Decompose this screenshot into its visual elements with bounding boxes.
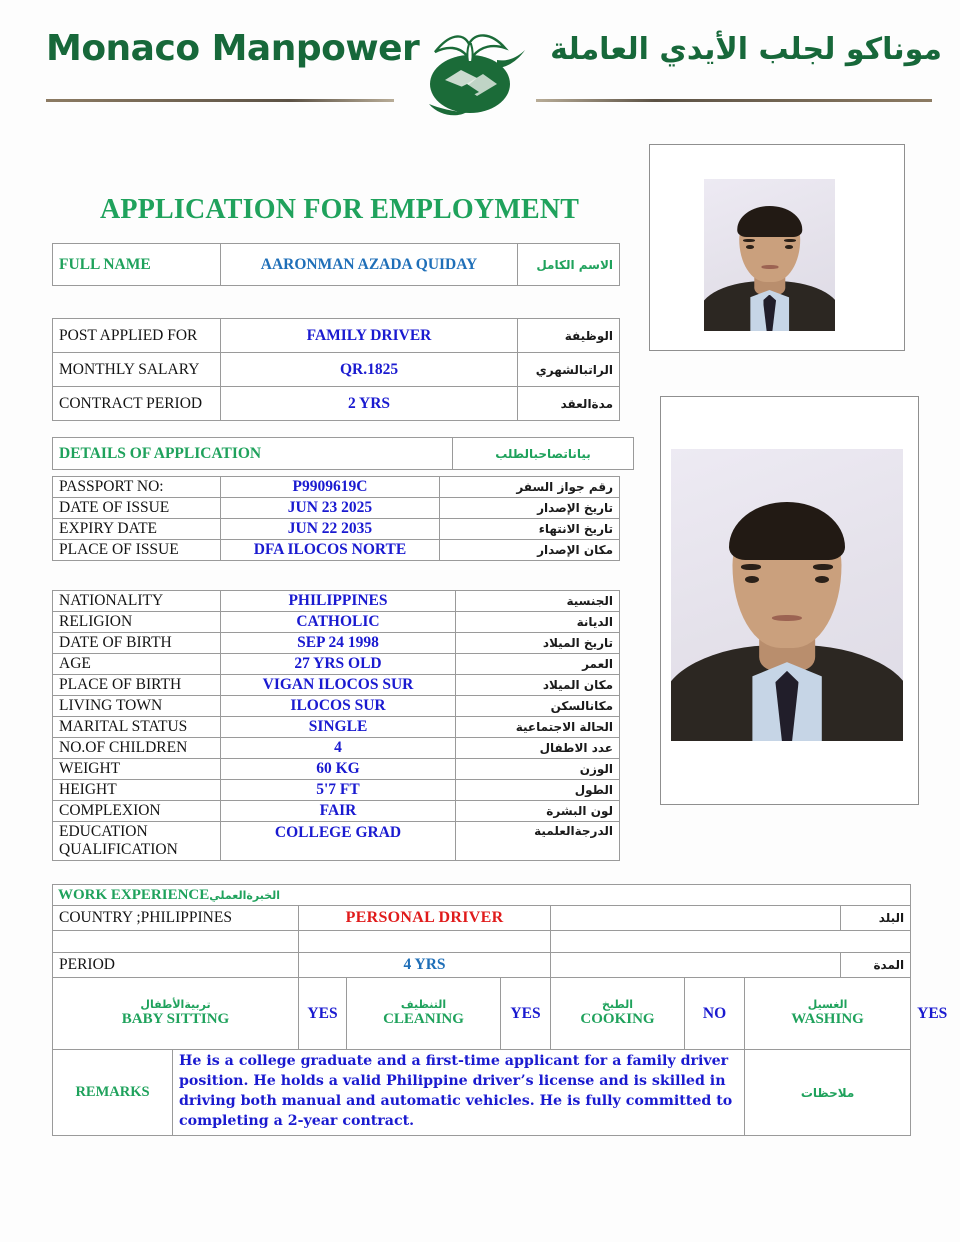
remarks-label: REMARKS: [53, 1050, 173, 1136]
period-label-arabic: المدة: [841, 953, 911, 978]
skill-cleaning-label-arabic: التنظيف: [400, 997, 447, 1011]
skill-cooking-label-arabic: الطبخ: [601, 997, 634, 1011]
passport-details-table: [52, 476, 620, 561]
table-row: [53, 244, 620, 286]
nationality-label: NATIONALITY: [53, 591, 221, 612]
date-of-birth-value: SEP 24 1998: [221, 633, 456, 654]
education-qualification-label: EDUCATION QUALIFICATION: [53, 822, 221, 861]
work-country-label-arabic: البلد: [841, 906, 911, 931]
weight-label: WEIGHT: [53, 759, 221, 780]
remarks-text: He is a college graduate and a first-time applicant for a family driver position. He holds a valid Philippine driver’s license and is skilled in driving both manual and automatic vehicles. He is fully committed to completing a 2-year contract.: [173, 1050, 745, 1136]
skill-cleaning-cell: [347, 978, 501, 1050]
work-experience-table: [52, 884, 948, 1136]
date-of-birth-label-arabic: تاريخ الميلاد: [456, 633, 620, 654]
work-experience-title: WORK EXPERIENCE: [58, 887, 210, 903]
details-of-application-title: DETAILS OF APPLICATION: [53, 438, 453, 470]
contract-period-label-arabic: مدةالعقد: [518, 387, 620, 421]
nationality-value: PHILIPPINES: [221, 591, 456, 612]
work-country-label: COUNTRY ;PHILIPPINES: [53, 906, 299, 931]
post-applied-label: POST APPLIED FOR: [53, 319, 221, 353]
table-row: [53, 477, 620, 498]
personal-details-table: [52, 590, 620, 861]
date-of-issue-label: DATE OF ISSUE: [53, 498, 221, 519]
marital-status-label-arabic: الحالة الاجتماعية: [456, 717, 620, 738]
contract-period-value: 2 YRS: [221, 387, 518, 421]
photo-frame-large: [660, 396, 919, 805]
full-name-value: AARONMAN AZADA QUIDAY: [221, 244, 518, 286]
skill-washing-label-arabic: الغسيل: [807, 997, 848, 1011]
photo-brow-right: [813, 564, 834, 570]
expiry-date-label-arabic: تاريخ الانتهاء: [440, 519, 620, 540]
full-name-label-arabic: الاسم الكامل: [518, 244, 620, 286]
table-row: [53, 654, 620, 675]
weight-label-arabic: الوزن: [456, 759, 620, 780]
education-qualification-label-arabic: الدرجةالعلمية: [456, 822, 620, 861]
no-of-children-label-arabic: عدد الاطفال: [456, 738, 620, 759]
age-label: AGE: [53, 654, 221, 675]
remarks-label-arabic: ملاحظات: [745, 1050, 911, 1136]
expiry-date-label: EXPIRY DATE: [53, 519, 221, 540]
place-of-issue-value: DFA ILOCOS NORTE: [221, 540, 440, 561]
work-empty-cell-right: [551, 931, 911, 953]
age-label-arabic: العمر: [456, 654, 620, 675]
table-row: [53, 519, 620, 540]
monthly-salary-label-arabic: الراتبالشهري: [518, 353, 620, 387]
table-row: [53, 696, 620, 717]
applicant-photo-small: [704, 179, 835, 331]
complexion-value: FAIR: [221, 801, 456, 822]
marital-status-value: SINGLE: [221, 717, 456, 738]
contract-period-label: CONTRACT PERIOD: [53, 387, 221, 421]
table-row: [53, 540, 620, 561]
photo-eye-left: [746, 245, 754, 249]
period-label: PERIOD: [53, 953, 299, 978]
letterhead-rule-right: [536, 99, 932, 102]
complexion-label: COMPLEXION: [53, 801, 221, 822]
skill-baby-sitting-value: YES: [299, 978, 347, 1050]
post-applied-label-arabic: الوظيفة: [518, 319, 620, 353]
no-of-children-value: 4: [221, 738, 456, 759]
monthly-salary-value: QR.1825: [221, 353, 518, 387]
skill-baby-sitting-label: BABY SITTING: [121, 1011, 230, 1028]
table-row: [53, 738, 620, 759]
details-of-application-title-arabic: بياناتصاحبالطلب: [453, 438, 634, 470]
table-row: [53, 387, 620, 421]
table-row: [53, 780, 620, 801]
letterhead-rule-left: [46, 99, 394, 102]
photo-brow-left: [743, 239, 755, 242]
living-town-label-arabic: مكانالسكن: [456, 696, 620, 717]
marital-status-label: MARITAL STATUS: [53, 717, 221, 738]
table-row: [53, 633, 620, 654]
skill-cleaning-value: YES: [501, 978, 551, 1050]
passport-no-value: P9909619C: [221, 477, 440, 498]
skill-cooking-value: NO: [685, 978, 745, 1050]
table-row: [53, 801, 620, 822]
monthly-salary-label: MONTHLY SALARY: [53, 353, 221, 387]
skill-cooking-label: COOKING: [580, 1011, 655, 1028]
letterhead: [0, 0, 960, 122]
place-of-birth-value: VIGAN ILOCOS SUR: [221, 675, 456, 696]
table-row: [53, 353, 620, 387]
skill-cooking-cell: [551, 978, 685, 1050]
work-job-title-value: PERSONAL DRIVER: [299, 906, 551, 931]
date-of-birth-label: DATE OF BIRTH: [53, 633, 221, 654]
complexion-label-arabic: لون البشرة: [456, 801, 620, 822]
remarks-row: [53, 1050, 911, 1136]
religion-label: RELIGION: [53, 612, 221, 633]
table-row: [53, 319, 620, 353]
place-of-birth-label-arabic: مكان الميلاد: [456, 675, 620, 696]
work-country-blank-cell: [551, 906, 841, 931]
height-label: HEIGHT: [53, 780, 221, 801]
work-empty-cell-left: [53, 931, 299, 953]
table-row: [53, 953, 911, 978]
full-name-table: [52, 243, 620, 286]
place-of-issue-label-arabic: مكان الإصدار: [440, 540, 620, 561]
height-value: 5'7 FT: [221, 780, 456, 801]
skill-baby-sitting-cell: [53, 978, 299, 1050]
period-value: 4 YRS: [299, 953, 551, 978]
skill-cleaning-label: CLEANING: [383, 1011, 464, 1028]
post-applied-table: [52, 318, 620, 421]
skill-washing-cell: [745, 978, 911, 1050]
no-of-children-label: NO.OF CHILDREN: [53, 738, 221, 759]
photo-eye-right: [785, 245, 793, 249]
table-row: [53, 885, 911, 906]
table-row: [53, 906, 911, 931]
place-of-issue-label: PLACE OF ISSUE: [53, 540, 221, 561]
religion-label-arabic: الديانة: [456, 612, 620, 633]
living-town-label: LIVING TOWN: [53, 696, 221, 717]
details-of-application-header: [52, 437, 634, 470]
table-row: [53, 675, 620, 696]
place-of-birth-label: PLACE OF BIRTH: [53, 675, 221, 696]
passport-no-label-arabic: رقم جواز السفر: [440, 477, 620, 498]
table-row: [53, 717, 620, 738]
skills-row: تربيةالأطفال BABY SITTING YES التنظيف CLEANING YES الطبخ COOKING NO الغسيل WASHING YES: [53, 978, 911, 1050]
applicant-photo-large: [671, 449, 903, 741]
company-logo-icon: [405, 8, 535, 120]
passport-no-label: PASSPORT NO:: [53, 477, 221, 498]
religion-value: CATHOLIC: [221, 612, 456, 633]
expiry-date-value: JUN 22 2035: [221, 519, 440, 540]
skill-washing-label: WASHING: [791, 1011, 864, 1028]
table-row: [53, 822, 620, 861]
skill-baby-sitting-label-arabic: تربيةالأطفال: [140, 997, 211, 1011]
post-applied-value: FAMILY DRIVER: [221, 319, 518, 353]
table-row: [53, 759, 620, 780]
photo-frame-small: [649, 144, 905, 351]
date-of-issue-value: JUN 23 2025: [221, 498, 440, 519]
date-of-issue-label-arabic: تاريخ الإصدار: [440, 498, 620, 519]
age-value: 27 YRS OLD: [221, 654, 456, 675]
work-empty-cell-mid: [299, 931, 551, 953]
table-row: [53, 498, 620, 519]
height-label-arabic: الطول: [456, 780, 620, 801]
table-row: [53, 438, 634, 470]
table-row: [53, 612, 620, 633]
photo-brow-right: [784, 239, 796, 242]
photo-brow-left: [741, 564, 762, 570]
table-row: [53, 591, 620, 612]
full-name-label: FULL NAME: [53, 244, 221, 286]
living-town-value: ILOCOS SUR: [221, 696, 456, 717]
company-name-english: Monaco Manpower: [46, 28, 420, 69]
company-name-arabic: موناكو لجلب الأيدي العاملة: [550, 32, 942, 67]
table-row: [53, 931, 911, 953]
nationality-label-arabic: الجنسية: [456, 591, 620, 612]
work-experience-title-arabic: الخبرةالعملي: [209, 889, 281, 902]
work-experience-title-cell: [53, 885, 911, 906]
education-qualification-value: COLLEGE GRAD: [221, 822, 456, 861]
page-title: APPLICATION FOR EMPLOYMENT: [100, 194, 580, 225]
weight-value: 60 KG: [221, 759, 456, 780]
period-blank-cell: [551, 953, 841, 978]
